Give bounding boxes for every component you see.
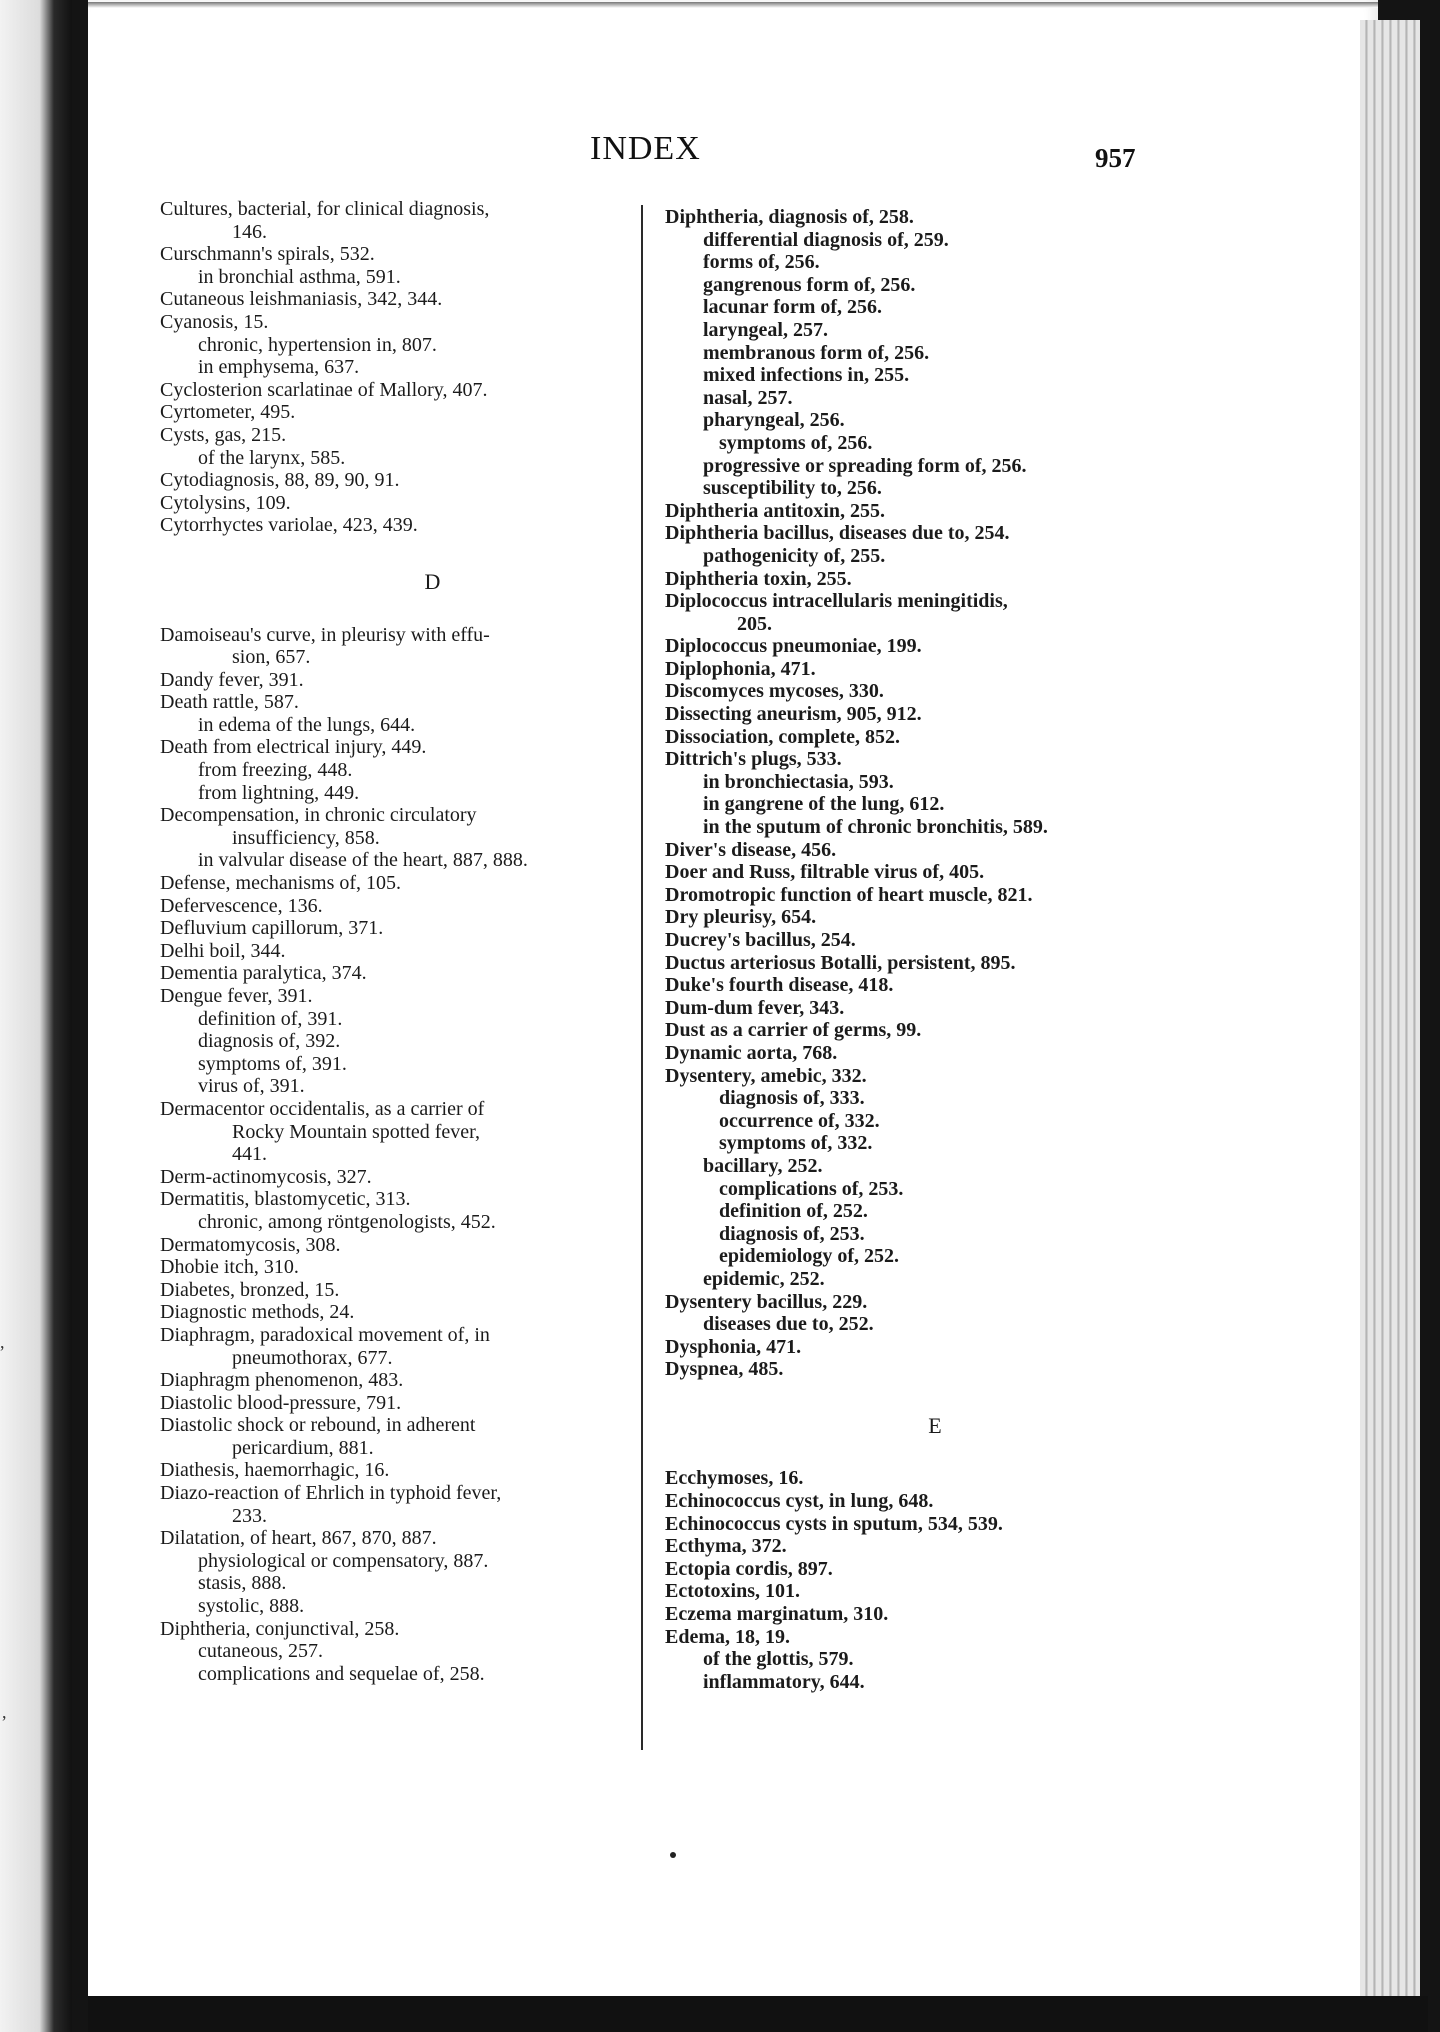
- index-entry: Cytodiagnosis, 88, 89, 90, 91.: [160, 469, 400, 492]
- index-subentry: 146.: [232, 220, 267, 243]
- index-entry: Diphtheria antitoxin, 255.: [665, 499, 886, 522]
- index-subentry: complications of, 253.: [719, 1177, 904, 1200]
- index-subentry: of the larynx, 585.: [198, 446, 346, 469]
- index-entry: Diaphragm, paradoxical movement of, in: [160, 1323, 490, 1346]
- index-subentry: inflammatory, 644.: [703, 1670, 865, 1693]
- index-subentry: diseases due to, 252.: [703, 1313, 874, 1336]
- index-subentry: stasis, 888.: [198, 1572, 287, 1595]
- column-divider: [641, 205, 643, 1750]
- index-subentry: complications and sequelae of, 258.: [198, 1662, 485, 1685]
- index-entry: Death rattle, 587.: [160, 691, 299, 714]
- index-entry: Cyclosterion scarlatinae of Mallory, 407.: [160, 378, 488, 401]
- index-subentry: symptoms of, 391.: [198, 1052, 347, 1075]
- index-entry: Duke's fourth disease, 418.: [665, 974, 894, 997]
- index-subentry: in emphysema, 637.: [198, 356, 360, 379]
- index-subentry: 441.: [232, 1143, 267, 1166]
- index-entry: Cytorrhyctes variolae, 423, 439.: [160, 514, 418, 537]
- index-entry: Dilatation, of heart, 867, 870, 887.: [160, 1527, 437, 1550]
- ink-dot: [670, 1852, 676, 1858]
- index-entry: Dysphonia, 471.: [665, 1335, 802, 1358]
- index-subentry: sion, 657.: [232, 646, 311, 669]
- index-entry: Dry pleurisy, 654.: [665, 906, 817, 929]
- index-entry: Diagnostic methods, 24.: [160, 1301, 355, 1324]
- index-subentry: virus of, 391.: [198, 1075, 305, 1098]
- index-subentry: diagnosis of, 253.: [719, 1222, 865, 1245]
- index-entry: Diabetes, bronzed, 15.: [160, 1278, 340, 1301]
- index-entry: Cyanosis, 15.: [160, 310, 269, 333]
- index-subentry: insufficiency, 858.: [232, 826, 380, 849]
- section-heading: E: [928, 1412, 942, 1438]
- index-subentry: chronic, hypertension in, 807.: [198, 333, 437, 356]
- margin-mark: ,: [0, 1332, 5, 1352]
- index-entry: Defluvium capillorum, 371.: [160, 917, 384, 940]
- index-entry: Cysts, gas, 215.: [160, 423, 287, 446]
- index-entry: Diastolic shock or rebound, in adherent: [160, 1414, 476, 1437]
- index-entry: Diphtheria, diagnosis of, 258.: [665, 206, 914, 228]
- index-entry: Dermacentor occidentalis, as a carrier of: [160, 1097, 485, 1120]
- index-entry: Dittrich's plugs, 533.: [665, 748, 842, 771]
- index-entry: Damoiseau's curve, in pleurisy with effu-: [160, 623, 490, 646]
- index-entry: Cutaneous leishmaniasis, 342, 344.: [160, 288, 443, 311]
- index-entry: Dysentery bacillus, 229.: [665, 1290, 868, 1313]
- index-entry: Doer and Russ, filtrable virus of, 405.: [665, 861, 985, 884]
- index-subentry: differential diagnosis of, 259.: [703, 228, 949, 251]
- index-entry: Diathesis, haemorrhagic, 16.: [160, 1459, 390, 1482]
- index-subentry: lacunar form of, 256.: [703, 296, 883, 319]
- index-entry: Dhobie itch, 310.: [160, 1256, 299, 1279]
- index-subentry: Rocky Mountain spotted fever,: [232, 1120, 481, 1143]
- index-entry: Dromotropic function of heart muscle, 821.: [665, 883, 1033, 906]
- index-entry: Cultures, bacterial, for clinical diagnosis,: [160, 198, 490, 220]
- index-subentry: epidemic, 252.: [703, 1267, 825, 1290]
- index-entry: Ecchymoses, 16.: [665, 1467, 804, 1490]
- index-subentry: bacillary, 252.: [703, 1154, 823, 1177]
- index-subentry: gangrenous form of, 256.: [703, 273, 916, 296]
- index-subentry: susceptibility to, 256.: [703, 477, 882, 500]
- index-subentry: 233.: [232, 1504, 267, 1527]
- index-entry: Ducrey's bacillus, 254.: [665, 929, 856, 951]
- index-entry: Dermatomycosis, 308.: [160, 1233, 341, 1256]
- index-subentry: nasal, 257.: [703, 386, 793, 409]
- index-entry: Dengue fever, 391.: [160, 985, 313, 1007]
- index-subentry: physiological or compensatory, 887.: [198, 1549, 489, 1572]
- index-subentry: laryngeal, 257.: [703, 318, 828, 341]
- index-entry: Eczema marginatum, 310.: [665, 1603, 889, 1626]
- index-entry: Diver's disease, 456.: [665, 838, 837, 861]
- index-entry: Dum-dum fever, 343.: [665, 996, 845, 1019]
- index-subentry: mixed infections in, 255.: [703, 364, 910, 387]
- section-heading: D: [424, 568, 441, 594]
- index-column-left: [160, 198, 645, 1685]
- index-entry: Dandy fever, 391.: [160, 668, 304, 691]
- index-subentry: 205.: [737, 612, 772, 635]
- index-entry: Delhi boil, 344.: [160, 939, 286, 962]
- index-entry: Diplophonia, 471.: [665, 657, 816, 680]
- page-top-edge: [88, 2, 1378, 8]
- index-column-right: [665, 206, 1145, 1693]
- page-number: 957: [1095, 143, 1136, 173]
- index-entry: Echinococcus cysts in sputum, 534, 539.: [665, 1512, 1003, 1535]
- running-title: INDEX: [590, 130, 701, 167]
- index-entry: Edema, 18, 19.: [665, 1625, 790, 1648]
- index-entry: Diphtheria bacillus, diseases due to, 254.: [665, 522, 1010, 545]
- index-subentry: systolic, 888.: [198, 1595, 305, 1618]
- index-entry: Diazo-reaction of Ehrlich in typhoid fever,: [160, 1482, 502, 1505]
- index-subentry: cutaneous, 257.: [198, 1640, 323, 1663]
- index-entry: Diphtheria toxin, 255.: [665, 567, 852, 590]
- index-subentry: in gangrene of the lung, 612.: [703, 793, 945, 816]
- index-entry: Cyrtometer, 495.: [160, 401, 296, 424]
- index-entry: Diplococcus pneumoniae, 199.: [665, 635, 922, 658]
- index-entry: Dynamic aorta, 768.: [665, 1041, 838, 1064]
- index-subentry: forms of, 256.: [703, 251, 820, 274]
- index-entry: Defervescence, 136.: [160, 894, 323, 917]
- index-subentry: in bronchial asthma, 591.: [198, 265, 401, 288]
- scan-bottom-border: [88, 1996, 1428, 2032]
- index-subentry: pharyngeal, 256.: [703, 409, 845, 432]
- index-entry: Dust as a carrier of germs, 99.: [665, 1019, 922, 1042]
- index-subentry: pneumothorax, 677.: [232, 1346, 393, 1369]
- margin-mark: ,: [2, 1702, 7, 1722]
- index-entry: Dysentery, amebic, 332.: [665, 1064, 867, 1087]
- index-entry: Diastolic blood-pressure, 791.: [160, 1391, 402, 1414]
- index-subentry: in bronchiectasia, 593.: [703, 770, 894, 793]
- index-subentry: definition of, 391.: [198, 1007, 343, 1030]
- index-subentry: progressive or spreading form of, 256.: [703, 454, 1027, 477]
- index-entry: Ectotoxins, 101.: [665, 1580, 800, 1603]
- index-entry: Ductus arteriosus Botalli, persistent, 895.: [665, 951, 1016, 974]
- index-entry: Dissecting aneurism, 905, 912.: [665, 703, 922, 726]
- facing-page-edge: [0, 0, 72, 2032]
- index-entry: Ectopia cordis, 897.: [665, 1557, 833, 1580]
- index-subentry: definition of, 252.: [719, 1200, 868, 1223]
- index-entry: Cytolysins, 109.: [160, 491, 291, 514]
- index-subentry: symptoms of, 256.: [719, 431, 873, 454]
- page-stack-edges: [1360, 20, 1420, 2020]
- index-entry: Death from electrical injury, 449.: [160, 736, 427, 759]
- index-entry: Derm-actinomycosis, 327.: [160, 1165, 372, 1188]
- index-entry: Decompensation, in chronic circulatory: [160, 804, 477, 827]
- index-subentry: chronic, among röntgenologists, 452.: [198, 1210, 496, 1233]
- index-entry: Ecthyma, 372.: [665, 1535, 787, 1558]
- index-entry: Diplococcus intracellularis meningitidis,: [665, 590, 1008, 613]
- index-entry: Diphtheria, conjunctival, 258.: [160, 1617, 400, 1640]
- index-subentry: diagnosis of, 392.: [198, 1030, 341, 1053]
- index-subentry: from freezing, 448.: [198, 759, 353, 782]
- index-entry: Dissociation, complete, 852.: [665, 725, 900, 748]
- index-subentry: in the sputum of chronic bronchitis, 589.: [703, 816, 1048, 839]
- index-subentry: from lightning, 449.: [198, 781, 360, 804]
- index-entry: Echinococcus cyst, in lung, 648.: [665, 1490, 934, 1513]
- index-subentry: of the glottis, 579.: [703, 1648, 854, 1671]
- index-subentry: in valvular disease of the heart, 887, 888.: [198, 849, 528, 872]
- index-subentry: occurrence of, 332.: [719, 1109, 880, 1132]
- index-subentry: pathogenicity of, 255.: [703, 544, 886, 567]
- index-entry: Dementia paralytica, 374.: [160, 962, 367, 985]
- index-subentry: diagnosis of, 333.: [719, 1087, 865, 1110]
- index-entry: Discomyces mycoses, 330.: [665, 680, 884, 703]
- index-subentry: membranous form of, 256.: [703, 341, 930, 364]
- index-entry: Dyspnea, 485.: [665, 1358, 784, 1381]
- index-entry: Curschmann's spirals, 532.: [160, 243, 375, 266]
- index-entry: Diaphragm phenomenon, 483.: [160, 1369, 404, 1392]
- index-subentry: symptoms of, 332.: [719, 1132, 873, 1155]
- index-subentry: in edema of the lungs, 644.: [198, 713, 416, 736]
- index-entry: Dermatitis, blastomycetic, 313.: [160, 1188, 411, 1211]
- index-subentry: epidemiology of, 252.: [719, 1245, 899, 1268]
- index-subentry: pericardium, 881.: [232, 1436, 374, 1459]
- index-entry: Defense, mechanisms of, 105.: [160, 872, 402, 895]
